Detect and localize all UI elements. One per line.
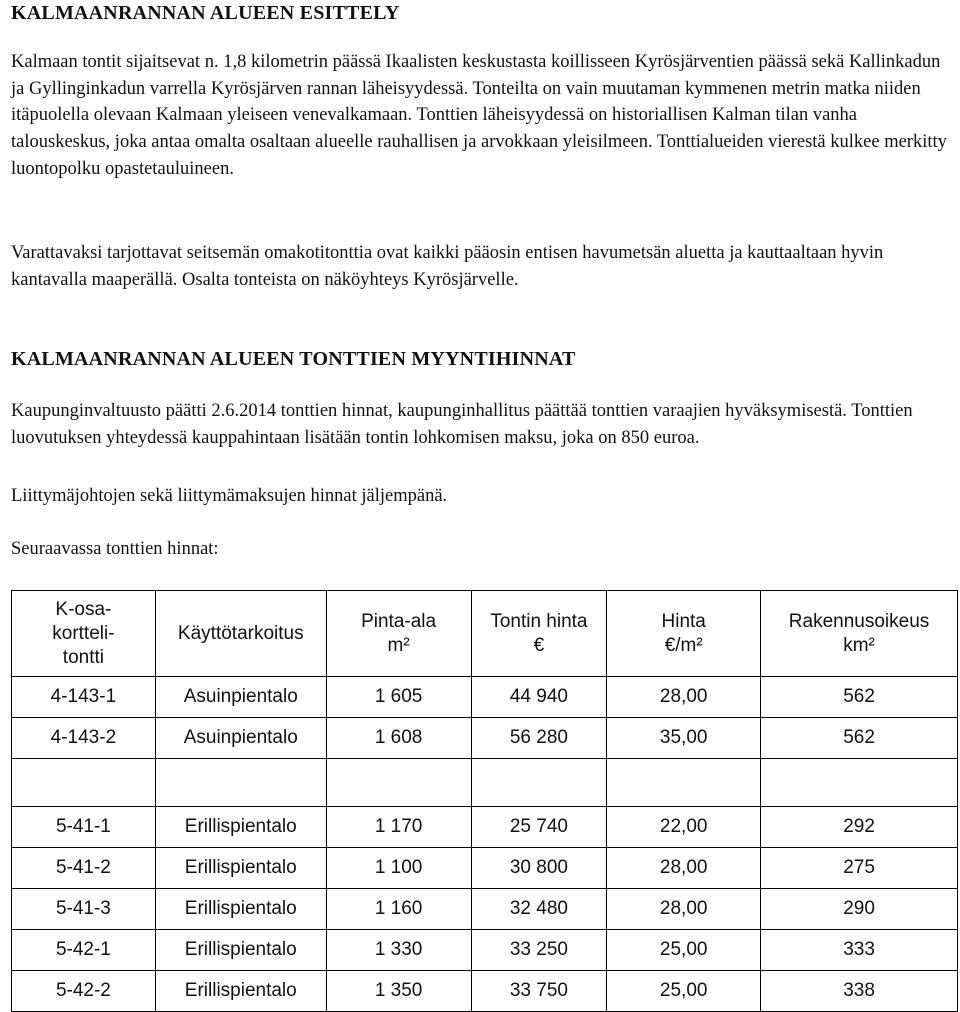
header-unit-price: Hinta €/m² [607, 591, 761, 677]
cell-unit-price: 28,00 [607, 889, 761, 930]
cell-building-right [761, 759, 958, 807]
prices-paragraph-decision: Kaupunginvaltuusto päätti 2.6.2014 tonttien hinnat, kaupunginhallitus päättää tonttien varaajien hyväksymisestä. Tonttien luovutuksen yhteydessä kauppahintaan lisätään tontin lohkomisen maksu, joka on 850 euroa. [11, 401, 913, 448]
cell-plot-id: 4-143-1 [12, 677, 156, 718]
cell-usage: Erillispientalo [155, 930, 326, 971]
header-plot-id: K-osa- kortteli- tontti [12, 591, 156, 677]
cell-building-right: 562 [761, 718, 958, 759]
prices-paragraph-connections: Liittymäjohtojen sekä liittymämaksujen hinnat jäljempänä. [11, 486, 448, 506]
intro-paragraph-plots: Varattavaksi tarjottavat seitsemän omakotitonttia ovat kaikki pääosin entisen havumetsän aluetta ja kauttaaltaan hyvin kantavalla maaperällä. Osalta tonteista on näköyhteys Kyrösjärvelle. [11, 243, 884, 290]
cell-usage: Asuinpientalo [155, 677, 326, 718]
cell-unit-price: 22,00 [607, 807, 761, 848]
table-row [12, 677, 958, 718]
cell-area: 1 608 [326, 718, 471, 759]
cell-unit-price: 28,00 [607, 848, 761, 889]
cell-building-right: 333 [761, 930, 958, 971]
cell-plot-price: 30 800 [471, 848, 607, 889]
cell-building-right: 562 [761, 677, 958, 718]
cell-usage: Erillispientalo [155, 889, 326, 930]
cell-usage [155, 759, 326, 807]
cell-plot-id: 5-42-1 [12, 930, 156, 971]
cell-plot-id: 5-41-2 [12, 848, 156, 889]
cell-usage: Erillispientalo [155, 971, 326, 1012]
cell-usage: Erillispientalo [155, 848, 326, 889]
table-row [12, 889, 958, 930]
cell-unit-price: 25,00 [607, 971, 761, 1012]
price-table [11, 590, 958, 1012]
cell-building-right: 338 [761, 971, 958, 1012]
cell-plot-id: 5-41-3 [12, 889, 156, 930]
header-usage: Käyttötarkoitus [155, 591, 326, 677]
intro-paragraph-location: Kalmaan tontit sijaitsevat n. 1,8 kilometrin päässä Ikaalisten keskustasta koillisseen Kyrösjärventien päässä sekä Kallinkadun ja Gyllinginkadun varrella Kyrösjärven rannan läheisyydessä. Tonteilta on vain muutaman kymmenen metrin matka niiden itäpuolella olevaan Kalmaan yleiseen venevalkamaan. Tonttien läheisyydessä on historiallisen Kalman tilan vanha talouskeskus, joka antaa omalta osaltaan alueelle rauhallisen ja arvokkaan yleisilmeen. Tonttialueiden vierestä kulkee merkitty luontopolku opastetauluineen. [11, 52, 947, 179]
cell-usage: Erillispientalo [155, 807, 326, 848]
cell-area: 1 330 [326, 930, 471, 971]
cell-plot-id: 5-42-2 [12, 971, 156, 1012]
table-row-empty [12, 759, 958, 807]
cell-plot-price: 33 750 [471, 971, 607, 1012]
cell-unit-price [607, 759, 761, 807]
cell-plot-id: 5-41-1 [12, 807, 156, 848]
table-row [12, 807, 958, 848]
price-table-header-row [12, 591, 958, 677]
table-row [12, 848, 958, 889]
cell-area: 1 605 [326, 677, 471, 718]
cell-building-right: 292 [761, 807, 958, 848]
cell-plot-price: 44 940 [471, 677, 607, 718]
section-heading-myyntihinnat: KALMAANRANNAN ALUEEN TONTTIEN MYYNTIHINNAT [11, 348, 576, 370]
prices-paragraph-intro: Seuraavassa tonttien hinnat: [11, 539, 219, 559]
header-building-right: Rakennusoikeus km² [761, 591, 958, 677]
table-row [12, 718, 958, 759]
cell-area: 1 170 [326, 807, 471, 848]
cell-building-right: 275 [761, 848, 958, 889]
table-row [12, 971, 958, 1012]
cell-plot-id [12, 759, 156, 807]
cell-building-right: 290 [761, 889, 958, 930]
cell-area: 1 350 [326, 971, 471, 1012]
table-row [12, 930, 958, 971]
cell-plot-id: 4-143-2 [12, 718, 156, 759]
section-heading-esittely: KALMAANRANNAN ALUEEN ESITTELY [11, 2, 400, 24]
cell-plot-price: 32 480 [471, 889, 607, 930]
cell-unit-price: 28,00 [607, 677, 761, 718]
cell-area: 1 100 [326, 848, 471, 889]
cell-unit-price: 35,00 [607, 718, 761, 759]
cell-unit-price: 25,00 [607, 930, 761, 971]
cell-plot-price [471, 759, 607, 807]
cell-plot-price: 56 280 [471, 718, 607, 759]
header-plot-price: Tontin hinta € [471, 591, 607, 677]
cell-usage: Asuinpientalo [155, 718, 326, 759]
cell-area: 1 160 [326, 889, 471, 930]
cell-area [326, 759, 471, 807]
cell-plot-price: 33 250 [471, 930, 607, 971]
header-area: Pinta-ala m² [326, 591, 471, 677]
cell-plot-price: 25 740 [471, 807, 607, 848]
